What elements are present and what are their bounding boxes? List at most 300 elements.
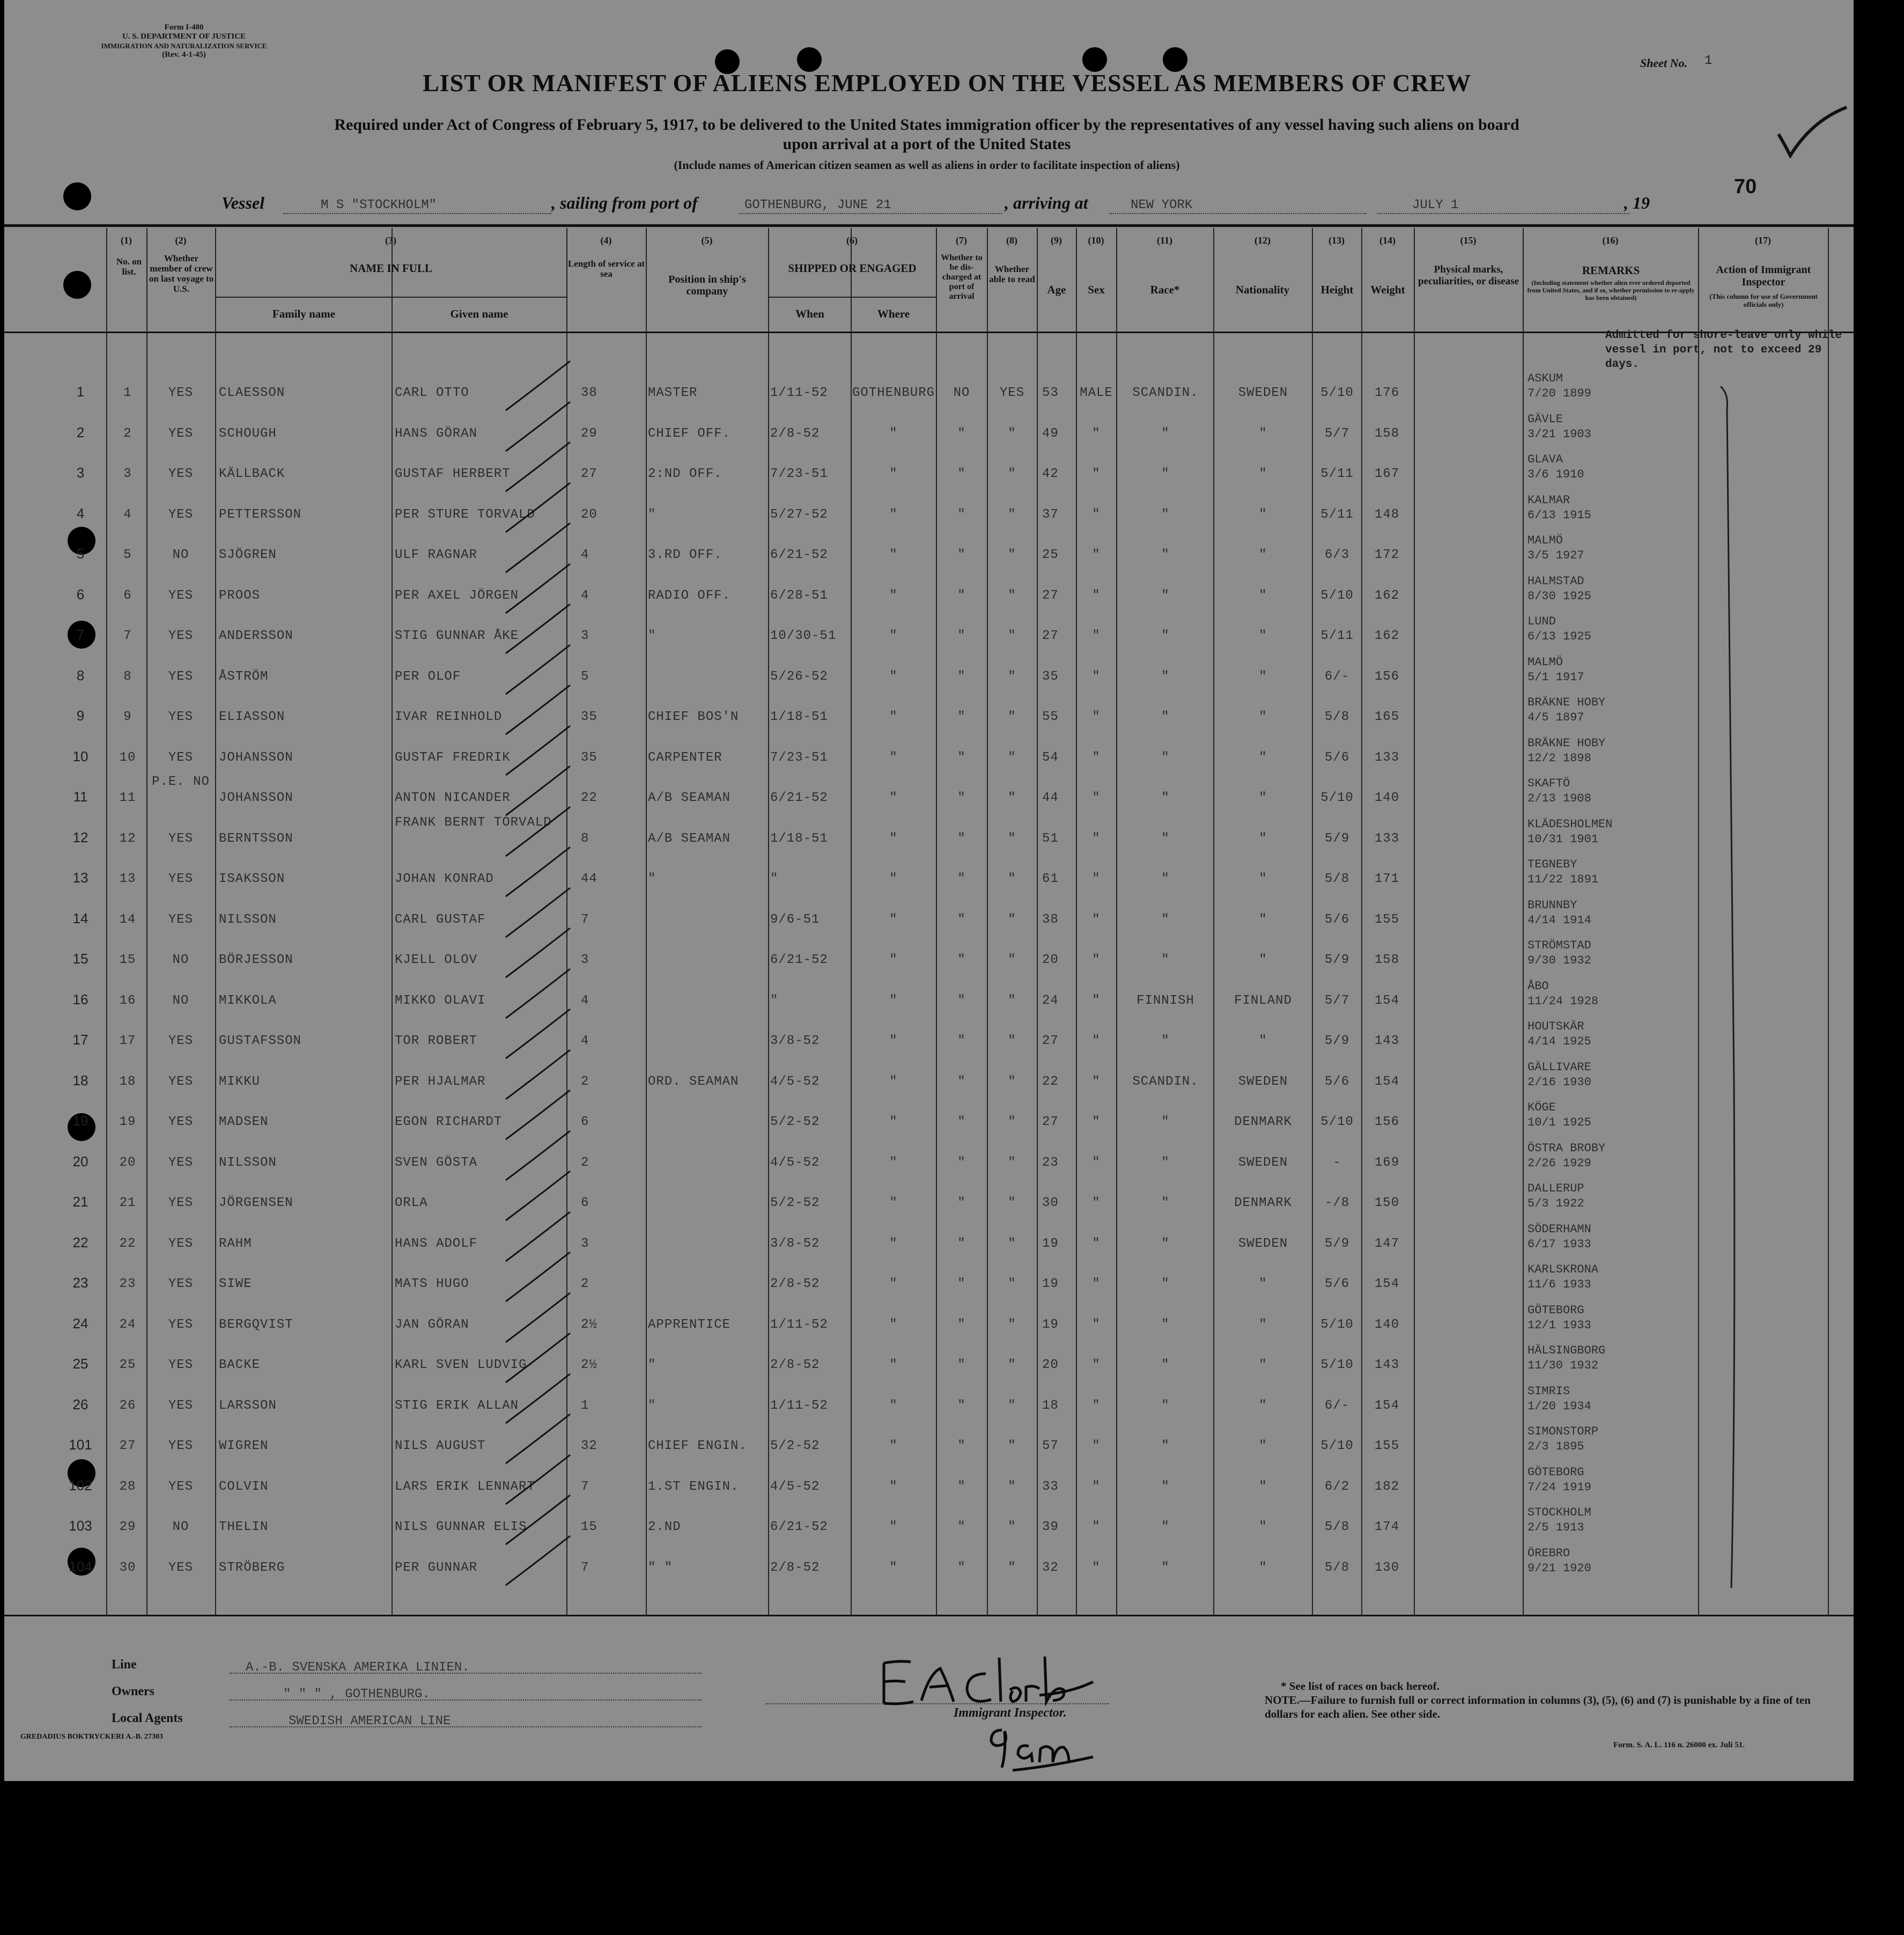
header-inspector-note: (This column for use of Government officials only) (1709, 292, 1818, 308)
length-of-service: 6 (581, 1196, 589, 1210)
shipped-where: " (889, 831, 898, 846)
given-name: GUSTAF HERBERT (395, 467, 511, 481)
prior-voyage: NO (172, 1520, 189, 1534)
prior-voyage: YES (168, 1398, 194, 1413)
to-be-discharged: " (957, 1317, 966, 1332)
header-remarks-note: (Including statement whether alien ever ordered deported from United States, and if so, whether permission to re-apply has been obtained) (1527, 279, 1695, 301)
to-be-discharged: " (957, 548, 966, 562)
length-of-service: 27 (581, 467, 597, 481)
shipped-where: " (889, 1034, 898, 1048)
prior-voyage: YES (168, 1074, 194, 1089)
to-be-discharged: " (957, 1115, 966, 1129)
line-number: 11 (73, 789, 88, 805)
nationality: SWEDEN (1238, 1155, 1288, 1170)
line-number: 9 (76, 708, 85, 724)
header-remarks: REMARKS (1582, 264, 1640, 277)
weight: 133 (1374, 750, 1400, 765)
able-to-read: " (1008, 1398, 1016, 1413)
prior-voyage: YES (168, 1115, 194, 1129)
length-of-service: 22 (581, 791, 597, 805)
column-number: (9) (1051, 235, 1062, 246)
height: 5/8 (1324, 1520, 1350, 1534)
height: 5/9 (1324, 953, 1350, 967)
given-name: CARL GUSTAF (395, 912, 486, 927)
given-name: PER AXEL JÖRGEN (395, 588, 519, 603)
shipped-where: " (889, 588, 898, 603)
height: - (1333, 1155, 1341, 1170)
birthplace: TEGNEBY (1527, 858, 1577, 871)
length-of-service: 3 (581, 629, 589, 643)
sex: MALE (1080, 386, 1113, 400)
table-row (4, 616, 1854, 657)
weight: 143 (1374, 1034, 1400, 1048)
to-be-discharged: " (957, 912, 966, 927)
race: " (1161, 629, 1170, 643)
line-number: 19 (72, 1113, 88, 1129)
weight: 150 (1374, 1196, 1400, 1210)
list-number: 29 (119, 1520, 136, 1534)
able-to-read: " (1008, 791, 1016, 805)
shipped-when: 1/11-52 (770, 1398, 828, 1413)
nationality: FINLAND (1234, 993, 1292, 1008)
position: CHIEF OFF. (648, 426, 731, 441)
race: " (1161, 548, 1170, 562)
given-name: JOHAN KONRAD (395, 872, 494, 886)
age: 55 (1042, 710, 1059, 724)
to-be-discharged: " (957, 1196, 966, 1210)
list-number: 8 (123, 669, 132, 684)
age: 49 (1042, 426, 1059, 441)
given-name: JAN GÖRAN (395, 1317, 469, 1332)
birthplace: BRÄKNE HOBY (1527, 696, 1606, 709)
header-name-in-full: NAME IN FULL (349, 262, 432, 275)
birthdate: 4/5 1897 (1527, 711, 1584, 724)
list-number: 12 (119, 831, 136, 846)
header-last-voyage: Whether member of crew on last voyage to U.S. (149, 253, 214, 294)
length-of-service: 8 (581, 831, 589, 846)
shipped-when: 9/6-51 (770, 912, 820, 927)
shipped-when: " (770, 993, 779, 1008)
position: CARPENTER (648, 750, 722, 765)
given-name: HANS ADOLF (395, 1236, 478, 1251)
nationality: " (1259, 1277, 1267, 1291)
birthplace: ÅBO (1527, 979, 1549, 993)
to-be-discharged: " (957, 588, 966, 603)
sex: " (1092, 1277, 1101, 1291)
birthdate: 10/31 1901 (1527, 832, 1599, 846)
birthplace: HALMSTAD (1527, 574, 1584, 588)
prior-voyage: YES (168, 669, 194, 684)
position: CHIEF BOS'N (648, 710, 739, 724)
position: ORD. SEAMAN (648, 1074, 739, 1089)
birthdate: 7/24 1919 (1527, 1480, 1591, 1494)
weight: 182 (1374, 1479, 1400, 1494)
birthdate: 5/3 1922 (1527, 1197, 1584, 1210)
line-number: 22 (72, 1234, 88, 1250)
prior-voyage: YES (168, 507, 194, 522)
shipped-where: " (889, 872, 898, 886)
list-number: 9 (123, 710, 132, 724)
length-of-service: 6 (581, 1115, 589, 1129)
line-number: 18 (72, 1072, 88, 1088)
age: 35 (1042, 669, 1059, 684)
prior-voyage: YES (168, 426, 194, 441)
height: 5/6 (1324, 750, 1350, 765)
age: 32 (1042, 1560, 1059, 1575)
sex: " (1092, 1155, 1101, 1170)
form-id-line: IMMIGRATION AND NATURALIZATION SERVICE (101, 42, 267, 50)
shipped-where: " (889, 1115, 898, 1129)
prior-voyage: NO (172, 548, 189, 562)
age: 20 (1042, 1358, 1059, 1372)
shipped-when: 6/21-52 (770, 1520, 828, 1534)
sex: " (1092, 1034, 1101, 1048)
weight: 172 (1374, 548, 1400, 562)
family-name: SJÖGREN (219, 548, 277, 562)
weight: 154 (1374, 1074, 1400, 1089)
birthplace: SÖDERHAMN (1527, 1222, 1591, 1236)
sex: " (1092, 872, 1101, 886)
birthplace: GÖTEBORG (1527, 1465, 1584, 1479)
able-to-read: " (1008, 1034, 1016, 1048)
prior-voyage: YES (168, 1439, 194, 1453)
table-row (4, 657, 1854, 697)
weight: 155 (1374, 912, 1400, 927)
weight: 174 (1374, 1520, 1400, 1534)
birthdate: 10/1 1925 (1527, 1116, 1591, 1129)
able-to-read: " (1008, 669, 1016, 684)
race: " (1161, 1358, 1170, 1372)
to-be-discharged: " (957, 1479, 966, 1494)
inspector-signature (862, 1652, 1098, 1711)
length-of-service: 2½ (581, 1317, 597, 1332)
form-id-line: U. S. DEPARTMENT OF JUSTICE (122, 32, 246, 41)
sex: " (1092, 1074, 1101, 1089)
to-be-discharged: " (957, 872, 966, 886)
list-number: 15 (119, 953, 136, 967)
birthplace: LUND (1527, 615, 1556, 628)
position: A/B SEAMAN (648, 791, 731, 805)
given-name: CARL OTTO (395, 386, 469, 400)
able-to-read: " (1008, 1155, 1016, 1170)
agents-value: SWEDISH AMERICAN LINE (289, 1714, 451, 1728)
able-to-read: " (1008, 710, 1016, 724)
line-number: 14 (72, 910, 88, 926)
to-be-discharged: " (957, 1277, 966, 1291)
vessel-info-line (4, 190, 1854, 217)
subtitle-line: Required under Act of Congress of February 5, 1917, to be delivered to the United States immigration officer by the representatives of any vessel having such aliens on board (334, 116, 1519, 134)
prior-voyage: YES (168, 386, 194, 400)
able-to-read: " (1008, 426, 1016, 441)
sex: " (1092, 1236, 1101, 1251)
to-be-discharged: " (957, 1439, 966, 1453)
given-name: ULF RAGNAR (395, 548, 478, 562)
header-top-rule (4, 224, 1854, 227)
birthdate: 1/20 1934 (1527, 1399, 1591, 1413)
shipped-when: 6/21-52 (770, 548, 828, 562)
form-code: Form. S. A. L. 116 n. 26000 ex. Juli 51. (1613, 1741, 1745, 1749)
race: " (1161, 710, 1170, 724)
prior-voyage: YES (168, 750, 194, 765)
given-name: PER HJALMAR (395, 1074, 486, 1089)
shipped-when: 6/21-52 (770, 791, 828, 805)
birthplace: GÖTEBORG (1527, 1303, 1584, 1317)
sex: " (1092, 629, 1101, 643)
shipped-when: 1/11-52 (770, 386, 828, 400)
weight: 148 (1374, 507, 1400, 522)
given-name: MATS HUGO (395, 1277, 469, 1291)
able-to-read: " (1008, 1560, 1016, 1575)
birthplace: SIMRIS (1527, 1384, 1570, 1398)
line-number: 6 (76, 586, 85, 602)
document-subtitle (133, 115, 1721, 154)
check-mark-icon (1774, 105, 1849, 158)
given-name: KJELL OLOV (395, 953, 478, 967)
shipped-where: " (889, 1560, 898, 1575)
birthplace: KLÄDESHOLMEN (1527, 817, 1613, 831)
race: FINNISH (1137, 993, 1194, 1008)
footer-notes (1265, 1679, 1828, 1721)
shipped-when: 1/18-51 (770, 831, 828, 846)
race: SCANDIN. (1132, 386, 1199, 400)
shipped-where: " (889, 1439, 898, 1453)
family-name: LARSSON (219, 1398, 277, 1413)
family-name: SIWE (219, 1277, 252, 1291)
birthdate: 12/2 1898 (1527, 751, 1591, 765)
table-row (4, 1386, 1854, 1426)
table-row (4, 1507, 1854, 1548)
length-of-service: 7 (581, 1560, 589, 1575)
given-name: MIKKO OLAVI (395, 993, 486, 1008)
family-name: BERGQVIST (219, 1317, 293, 1332)
list-number: 25 (119, 1358, 136, 1372)
line-number: 103 (69, 1518, 92, 1534)
sex: " (1092, 1479, 1101, 1494)
given-name: NILS AUGUST (395, 1439, 486, 1453)
nationality: " (1259, 1034, 1267, 1048)
shipped-where: " (889, 750, 898, 765)
line-number: 23 (72, 1275, 88, 1291)
height: 5/10 (1320, 1115, 1354, 1129)
family-name: GUSTAFSSON (219, 1034, 302, 1048)
shipped-when: 7/23-51 (770, 750, 828, 765)
height: 5/10 (1320, 386, 1354, 400)
weight: 158 (1374, 953, 1400, 967)
height: 5/11 (1320, 629, 1354, 643)
height: 6/2 (1324, 1479, 1350, 1494)
prior-voyage: YES (168, 588, 194, 603)
race: " (1161, 1398, 1170, 1413)
able-to-read: " (1008, 993, 1016, 1008)
height: 5/8 (1324, 710, 1350, 724)
nationality: " (1259, 1398, 1267, 1413)
height: 5/7 (1324, 993, 1350, 1008)
table-row (4, 373, 1854, 414)
able-to-read: " (1008, 1520, 1016, 1534)
column-number: (2) (175, 235, 187, 246)
age: 42 (1042, 467, 1059, 481)
owners-value: " " " , GOTHENBURG. (283, 1687, 430, 1702)
prior-voyage: YES (168, 1236, 194, 1251)
sex: " (1092, 1439, 1101, 1453)
able-to-read: " (1008, 1479, 1016, 1494)
nationality: " (1259, 507, 1267, 522)
family-name: NILSSON (219, 1155, 277, 1170)
age: 27 (1042, 1115, 1059, 1129)
family-name: BÖRJESSON (219, 953, 293, 967)
line-number: 4 (76, 505, 85, 521)
nationality: " (1259, 872, 1267, 886)
length-of-service: 35 (581, 750, 597, 765)
family-name: JÖRGENSEN (219, 1196, 293, 1210)
race: " (1161, 1277, 1170, 1291)
able-to-read: " (1008, 953, 1016, 967)
header-where: Where (877, 307, 910, 320)
list-number: 20 (119, 1155, 136, 1170)
to-be-discharged: " (957, 953, 966, 967)
length-of-service: 4 (581, 993, 589, 1008)
length-of-service: 44 (581, 872, 597, 886)
to-be-discharged: " (957, 1398, 966, 1413)
nationality: " (1259, 791, 1267, 805)
sex: " (1092, 1398, 1101, 1413)
subtitle-line: upon arrival at a port of the United States (783, 135, 1071, 153)
family-name: NILSSON (219, 912, 277, 927)
race: " (1161, 1317, 1170, 1332)
position: APPRENTICE (648, 1317, 731, 1332)
birthdate: 6/17 1933 (1527, 1237, 1591, 1251)
able-to-read: " (1008, 467, 1016, 481)
height: 5/8 (1324, 872, 1350, 886)
to-be-discharged: NO (953, 386, 970, 400)
given-name: PER GUNNAR (395, 1560, 478, 1575)
dotted-rule (1109, 213, 1367, 214)
sex: " (1092, 1115, 1101, 1129)
prior-voyage: NO (172, 953, 189, 967)
shipped-where: GOTHENBURG (852, 386, 935, 400)
to-be-discharged: " (957, 426, 966, 441)
table-row (4, 454, 1854, 495)
to-be-discharged: " (957, 1074, 966, 1089)
height: 5/9 (1324, 1034, 1350, 1048)
list-number: 5 (123, 548, 132, 562)
header-discharged: Whether to be dis-charged at port of arrival (941, 253, 983, 301)
age: 27 (1042, 1034, 1059, 1048)
penalty-note: NOTE.—Failure to furnish full or correct information in columns (3), (5), (6) and (7) is punishable by a fine of ten dollars for each alien. See other side. (1265, 1694, 1811, 1720)
family-name: BACKE (219, 1358, 261, 1372)
to-be-discharged: " (957, 467, 966, 481)
nationality: " (1259, 1479, 1267, 1494)
shipped-when: 2/8-52 (770, 1358, 820, 1372)
age: 19 (1042, 1317, 1059, 1332)
position: MASTER (648, 386, 698, 400)
shipped-where: " (889, 669, 898, 684)
position: " (648, 1398, 656, 1413)
length-of-service: 2 (581, 1277, 589, 1291)
header-position: Position in ship's company (668, 274, 746, 297)
shipped-when: 2/8-52 (770, 1560, 820, 1575)
length-of-service: 7 (581, 1479, 589, 1494)
race: " (1161, 1520, 1170, 1534)
shipped-when: 10/30-51 (770, 629, 837, 643)
family-name: ELIASSON (219, 710, 285, 724)
table-row (4, 697, 1854, 738)
birthplace: MALMÖ (1527, 534, 1563, 547)
height: 5/10 (1320, 1358, 1354, 1372)
shipped-when: 2/8-52 (770, 1277, 820, 1291)
arrival-port: NEW YORK (1131, 198, 1193, 212)
position: 1.ST ENGIN. (648, 1479, 739, 1494)
to-be-discharged: " (957, 1034, 966, 1048)
birthdate: 2/3 1895 (1527, 1440, 1584, 1453)
shipped-when: 5/2-52 (770, 1196, 820, 1210)
prior-voyage: YES (168, 1277, 194, 1291)
table-row (4, 495, 1854, 535)
given-name: TOR ROBERT (395, 1034, 478, 1048)
height: 5/10 (1320, 1439, 1354, 1453)
length-of-service: 2 (581, 1155, 589, 1170)
nationality: " (1259, 669, 1267, 684)
position: RADIO OFF. (648, 588, 731, 603)
line-number: 24 (72, 1315, 88, 1331)
line-value: A.-B. SVENSKA AMERIKA LINIEN. (246, 1660, 470, 1675)
birthdate: 2/16 1930 (1527, 1075, 1591, 1089)
length-of-service: 20 (581, 507, 597, 522)
prior-voyage: P.E. NO (152, 775, 210, 789)
family-name: ISAKSSON (219, 872, 285, 886)
family-name: STRÖBERG (219, 1560, 285, 1575)
table-row (4, 1021, 1854, 1062)
family-name: PETTERSSON (219, 507, 302, 522)
family-name: ÅSTRÖM (219, 669, 269, 684)
able-to-read: " (1008, 1196, 1016, 1210)
birthplace: GÄVLE (1527, 412, 1563, 426)
race: " (1161, 507, 1170, 522)
header-shipped-engaged: SHIPPED OR ENGAGED (788, 262, 917, 275)
given-name: GUSTAF FREDRIK (395, 750, 511, 765)
age: 33 (1042, 1479, 1059, 1494)
family-name: BERNTSSON (219, 831, 293, 846)
header-weight: Weight (1370, 283, 1405, 296)
shipped-where: " (889, 993, 898, 1008)
birthdate: 9/30 1932 (1527, 954, 1591, 967)
column-number: (15) (1460, 235, 1477, 246)
header-nationality: Nationality (1235, 283, 1290, 296)
length-of-service: 35 (581, 710, 597, 724)
height: 5/6 (1324, 912, 1350, 927)
to-be-discharged: " (957, 1520, 966, 1534)
shipped-where: " (889, 791, 898, 805)
given-name: LARS ERIK LENNART (395, 1479, 535, 1494)
height: 5/10 (1320, 588, 1354, 603)
weight: 158 (1374, 426, 1400, 441)
table-row (4, 775, 1854, 819)
table-row (4, 981, 1854, 1021)
height: 5/9 (1324, 831, 1350, 846)
weight: 140 (1374, 1317, 1400, 1332)
length-of-service: 4 (581, 548, 589, 562)
shipped-where: " (889, 1398, 898, 1413)
birthdate: 5/1 1917 (1527, 670, 1584, 684)
race: " (1161, 1439, 1170, 1453)
position: " (648, 1358, 656, 1372)
dotted-rule (1377, 213, 1629, 214)
list-number: 28 (119, 1479, 136, 1494)
shipped-where: " (889, 548, 898, 562)
birthdate: 12/1 1933 (1527, 1318, 1591, 1332)
family-name: ANDERSSON (219, 629, 293, 643)
shipped-when: 5/27-52 (770, 507, 828, 522)
